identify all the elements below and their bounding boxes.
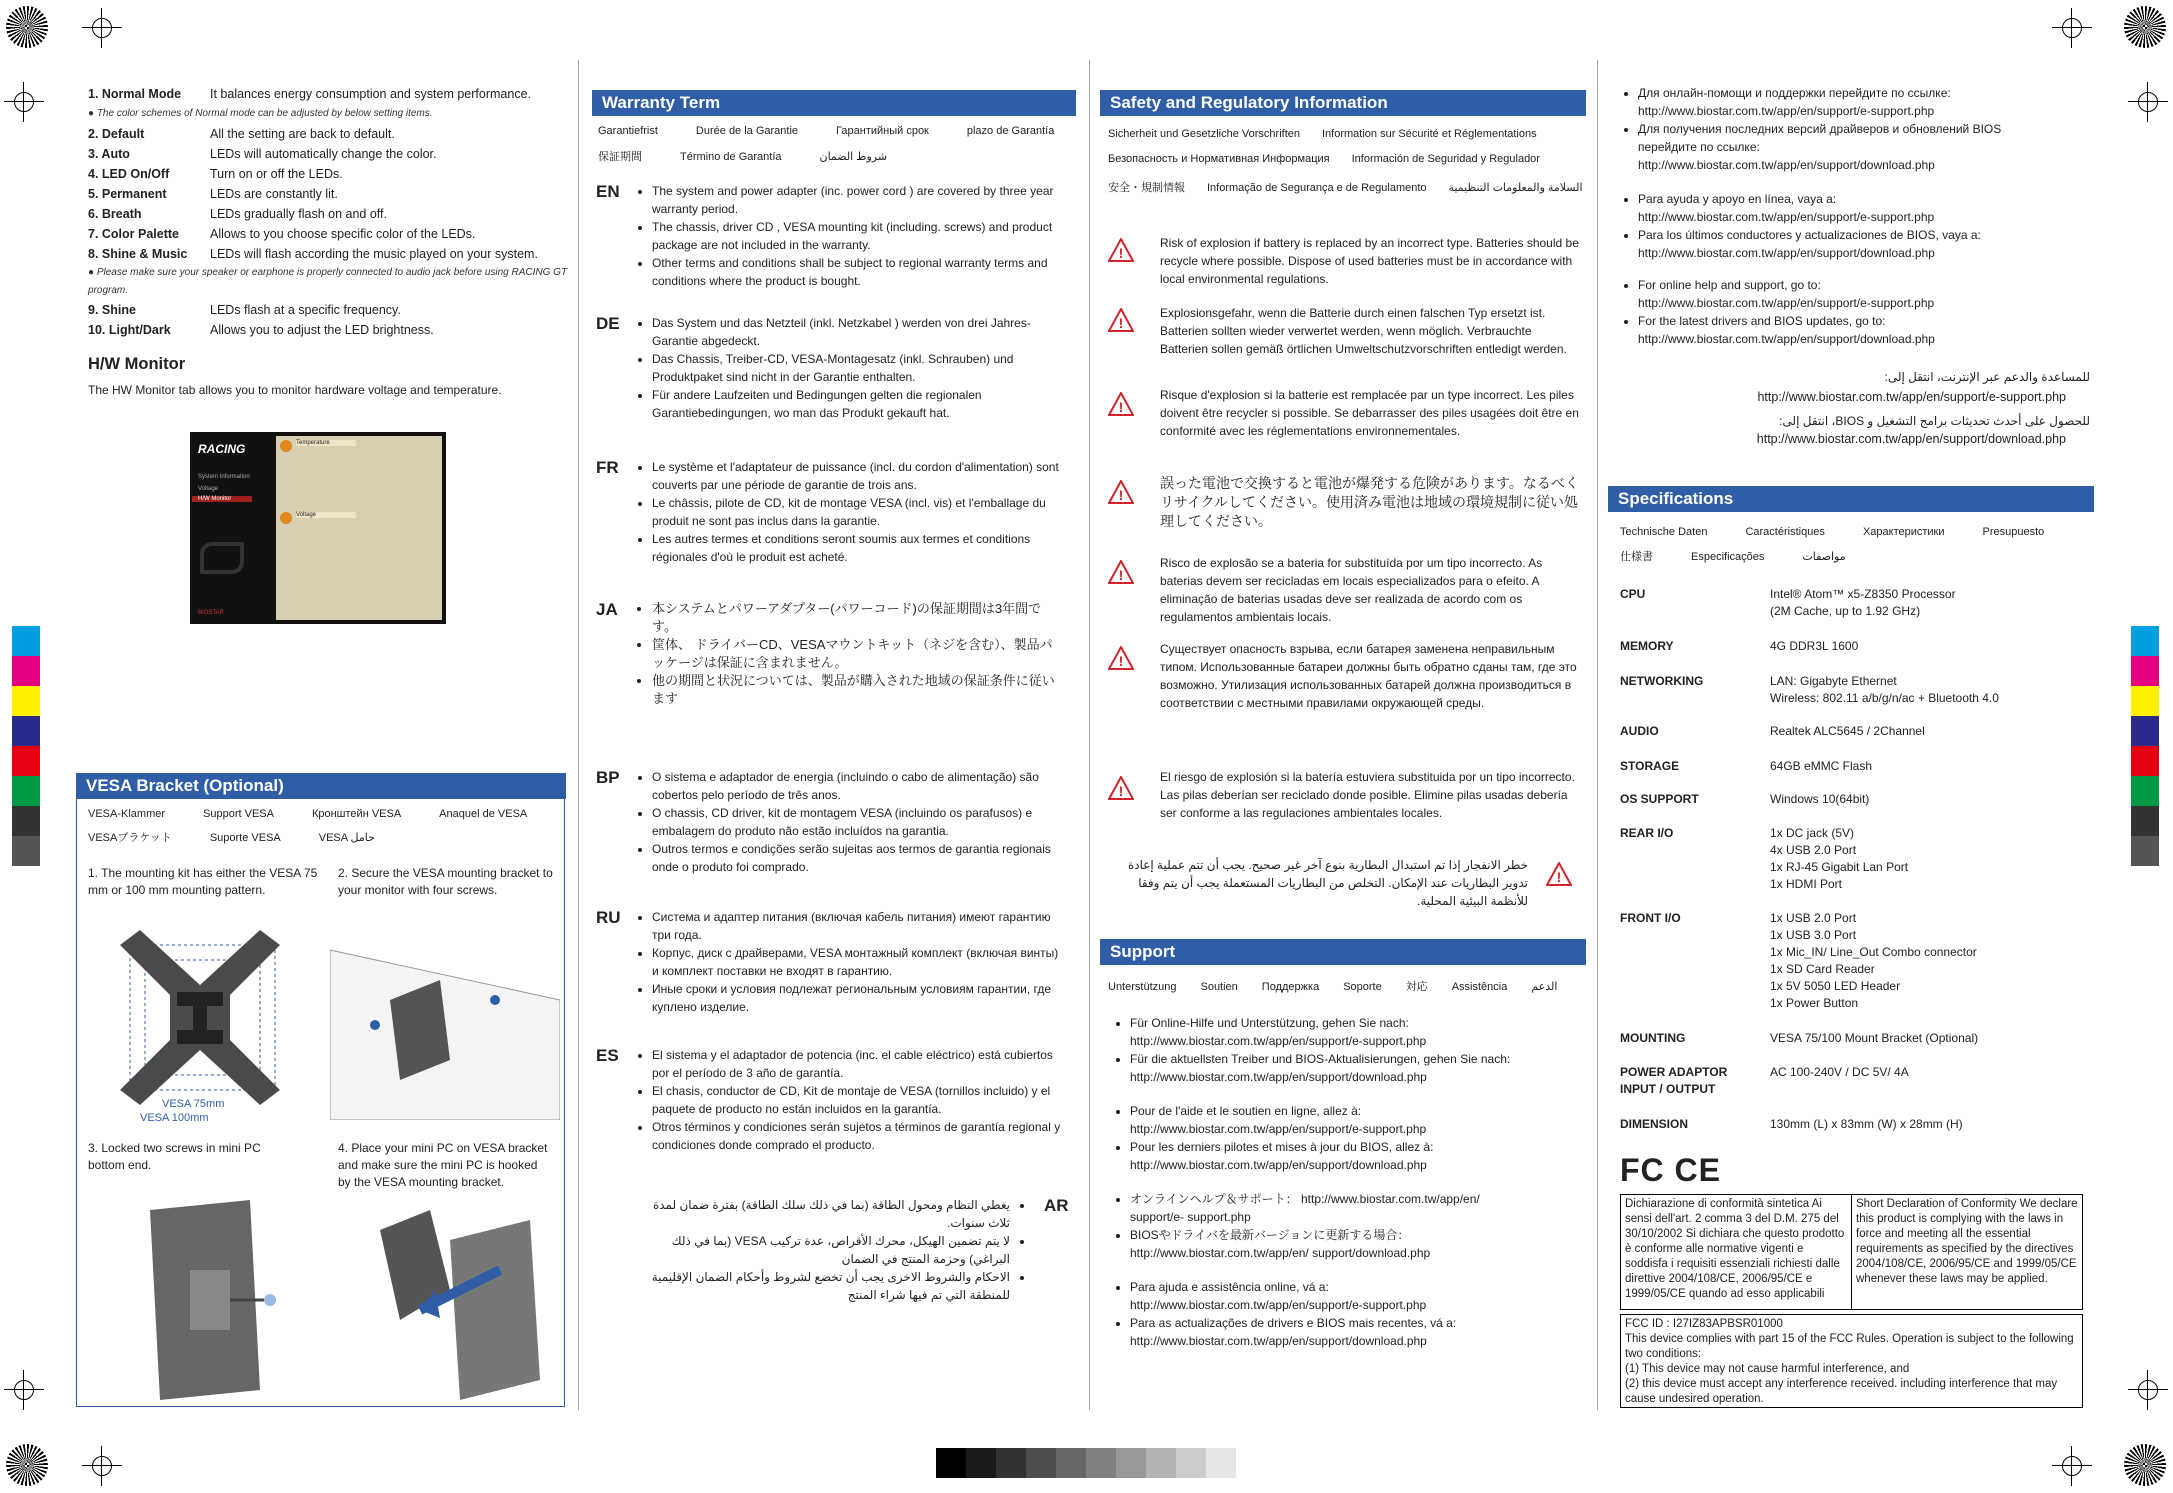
gray-patch xyxy=(1146,1448,1176,1478)
color-patch xyxy=(2131,686,2159,716)
mode-row: 4. LED On/Off Turn on or off the LEDs. xyxy=(88,167,343,181)
safety-warning-pt: Risco de explosão se a bateria for substituída por um tipo incorrecto. As baterias devem ser recicladas em locais especializados para o efeito. A eliminação de baterias usadas deve ser realizada de acordo com os regulamentos ambientais locais. xyxy=(1160,556,1543,624)
warning-icon xyxy=(1108,308,1134,332)
mode-row: 9. Shine LEDs flash at a specific frequency. xyxy=(88,303,401,317)
wrench-icon xyxy=(200,542,244,574)
vesa-75-label: VESA 75mm xyxy=(162,1098,225,1110)
color-patch xyxy=(2131,626,2159,656)
conformity-en: Short Declaration of Conformity We declare this product is complying with the laws in force and meeting all the essential requirements as specified by the directives 2004/108/CE, 2006/95/CE and 1999/05/CE whenever these laws may be applied. xyxy=(1851,1194,2083,1310)
warranty-ar: • يغطي النظام ومحول الطاقة (بما في ذلك سلك الطاقة) بفترة ضمان لمدة ثلاث سنوات. • لا يتم تضمين الهيكل، محرك الأقراص، عدة تركيب VESA (بما في ذلك البراغي) وحزمة المنتج في الضمان • الاحكام والشروط الاخرى يجب أن تخضع لشروط وأحكام الضمان الإقليمية للمنطقة التي تم فيها شراء المنتج xyxy=(630,1196,1030,1304)
support-de: • Für Online-Hilfe und Unterstützung, gehen Sie nach: http://www.biostar.com.tw/app/en/support/e-support.php • Für die aktuellsten Treiber und BIOS-Aktualisierungen, gehen Sie nach: http://www.biostar.com.tw/app/en/support/download.php xyxy=(1110,1014,1580,1086)
gray-patch xyxy=(1056,1448,1086,1478)
lang-code-en: EN xyxy=(596,182,620,201)
color-patch xyxy=(12,776,40,806)
safety-warning-ar: خطر الانفجار إذا تم استبدال البطارية بنوع آخر غير صحيح. يجب أن تتم عملية إعادة تدوير البطاريات عند الإمكان. التخلص من البطاريات المستعملة يجب أن يتم وفقا للأنظمة البيئية المحلية. xyxy=(1127,858,1528,908)
registration-sunburst-bl xyxy=(6,1444,48,1486)
support-en: • For online help and support, go to: http://www.biostar.com.tw/app/en/support/e-support.php • For the latest drivers and BIOS updates, go to: http://www.biostar.com.tw/app/en/support/download.php xyxy=(1618,276,2038,348)
svg-text:!: ! xyxy=(1118,567,1124,583)
vesa-header: VESA Bracket (Optional) xyxy=(76,773,566,799)
app-panel xyxy=(276,436,442,620)
vesa-step-3: 3. Locked two screws in mini PC bottom end. xyxy=(88,1141,261,1172)
app-logo: RACING xyxy=(198,442,246,456)
mode-note: ● The color schemes of Normal mode can be adjusted by below setting items. xyxy=(88,108,433,119)
app-brand: BIOSTAR xyxy=(198,610,224,616)
crosshair-icon xyxy=(82,1446,122,1486)
column-divider xyxy=(1597,60,1598,1410)
safety-warning-fr: Risque d'explosion si la batterie est remplacée par un type incorrect. Les piles doivent être recycler si possible. Se debarrasser des piles usagées doit être en conformité avec les réglementations environnementales. xyxy=(1160,388,1579,438)
warranty-de: • Das System und das Netzteil (inkl. Netzkabel ) werden von drei Jahres-Garantie abgedeckt. • Das Chassis, Treiber-CD, VESA-Montagesatz (inkl. Schrauben) und Produktpaket sind nicht in der Garantie enthalten. • Für andere Laufzeiten und Bedingungen gelten die regionalen Garantiebedingungen, wo man das Produkt gekauft hat. xyxy=(632,314,1062,422)
safety-warning-es: El riesgo de explosión si la batería estuviera substituida por un tipo incorrecto. Las pilas deberían ser reciclado donde posible. Elimine pilas usadas debería ser conforme a las regulaciones ambientales locales. xyxy=(1160,770,1575,820)
mini-pc-hook-illustration xyxy=(360,1210,550,1400)
hw-monitor-screenshot xyxy=(190,432,446,624)
safety-langs-2: Безопасность и Нормативная Информация Información de Seguridad y Regulador xyxy=(1108,153,1540,165)
temperature-label: Temperature xyxy=(296,440,356,446)
support-ja: • オンラインヘルプ＆サポート： http://www.biostar.com.tw/app/en/ support/e- support.php • BIOSやドライバを最新バージョンに更新する場合： http://www.biostar.com.tw/app/en/ support/download.php xyxy=(1110,1190,1580,1262)
crosshair-icon xyxy=(2052,1446,2092,1486)
warranty-langs-2: 保証期間 Término de Garantía شروط الضمان xyxy=(598,151,888,163)
column-divider xyxy=(578,60,579,1410)
warranty-ru: • Система и адаптер питания (включая кабель питания) имеют гарантию три года. • Корпус, диск с драйверами, VESA монтажный комплект (включая винты) и комплект поставки не входят в гарантию. • Иные сроки и условия подлежат региональным условиям гарантии, где куплено изделие. xyxy=(632,908,1062,1016)
monitor-mount-illustration xyxy=(330,940,560,1120)
support-header: Support xyxy=(1100,939,1586,965)
lang-code-ru: RU xyxy=(596,908,621,927)
app-menu-item: System Information xyxy=(198,474,250,480)
warning-icon xyxy=(1108,646,1134,670)
warning-icon xyxy=(1546,862,1572,886)
mode-row: 3. Auto LEDs will automatically change the color. xyxy=(88,147,437,161)
svg-text:!: ! xyxy=(1556,869,1562,885)
color-patch xyxy=(12,746,40,776)
support-ar-2: للحصول على أحدث تحديثات برامج التشغيل و BIOS، انتقل إلى: xyxy=(1779,414,2090,428)
gray-patch xyxy=(1176,1448,1206,1478)
crosshair-icon xyxy=(2128,82,2168,122)
warranty-fr: • Le système et l'adaptateur de puissance (incl. du cordon d'alimentation) sont couverts par une période de garantie de trois ans. • Le châssis, pilote de CD, kit de montage VESA (incl. vis) et l'emballage du produit ne sont pas inclus dans la garantie. • Les autres termes et conditions seront soumis aux termes et conditions régionales d'où le produit est acheté. xyxy=(632,458,1062,566)
warning-icon xyxy=(1108,238,1134,262)
safety-warning-de: Explosionsgefahr, wenn die Batterie durch einen falschen Typ ersetzt ist. Batterien sollten wieder verwertet werden, wenn möglich. Verbrauchte Batterien sollen gemäß örtlichen Umweltschutzvorschriften entledigt werden. xyxy=(1160,306,1567,356)
safety-langs-3: 安全・規制情報 Informação de Segurança e de Regulamento السلامة والمعلومات التنظيمية xyxy=(1108,182,1583,194)
registration-sunburst-br xyxy=(2124,1444,2166,1486)
specs-langs-1: Technische Daten Caractéristiques Характеристики Presupuesto xyxy=(1620,526,2045,538)
vesa-langs-1: VESA-Klammer Support VESA Кронштейн VESA Anaquel de VESA xyxy=(88,808,528,820)
gray-patch xyxy=(1206,1448,1236,1478)
registration-sunburst-tr xyxy=(2124,6,2166,48)
fcc-statement: FCC ID : I27IZ83APBSR01000 This device complies with part 15 of the FCC Rules. Operation is subject to the following two conditions: (1) This device may not cause harmful interference, and (2) this device must accept any interference received. including interference that may cause undesired operation. xyxy=(1620,1314,2083,1408)
lang-code-bp: BP xyxy=(596,768,620,787)
lang-code-fr: FR xyxy=(596,458,619,477)
column-divider xyxy=(1089,60,1090,1410)
voltage-label: Voltage xyxy=(296,512,356,518)
warranty-bp: • O sistema e adaptador de energia (incluindo o cabo de alimentação) são cobertos pelo período de três anos. • O chassis, CD driver, kit de montagem VESA (incluindo os parafusos) e embalagem do produto não estão incluídos na garantia. • Outros termos e condições serão sujeitas aos termos de garantia regionais onde o produto foi comprado. xyxy=(632,768,1062,876)
mode-list xyxy=(88,84,568,400)
conformity-it: Dichiarazione di conformità sintetica Ai sensi dell'art. 2 comma 3 del D.M. 275 del 30/10/2002 Si dichiara che questo prodotto è conforme alle normative vigenti e soddisfa i requisiti essenziali richiesti dalle direttive 2004/108/CE, 2006/95/CE e 1999/05/CE quando ad esso applicabili xyxy=(1620,1194,1852,1310)
support-ar-1-url: http://www.biostar.com.tw/app/en/support/e-support.php xyxy=(1757,390,2066,404)
voltage-icon xyxy=(280,512,292,524)
color-patch xyxy=(2131,746,2159,776)
crosshair-icon xyxy=(4,82,44,122)
warning-icon xyxy=(1108,392,1134,416)
color-patch xyxy=(12,626,40,656)
mode-row: 7. Color Palette Allows to you choose specific color of the LEDs. xyxy=(88,227,476,241)
warranty-header: Warranty Term xyxy=(592,90,1076,116)
color-patch xyxy=(2131,776,2159,806)
app-menu-item: Voltage xyxy=(198,486,219,492)
color-patch xyxy=(12,806,40,836)
hw-monitor-desc: The HW Monitor tab allows you to monitor hardware voltage and temperature. xyxy=(88,383,502,397)
mode-row: 5. Permanent LEDs are constantly lit. xyxy=(88,187,338,201)
warning-icon xyxy=(1108,560,1134,584)
mode-note: ● Please make sure your speaker or earphone is properly connected to audio jack before using RACING GT program. xyxy=(88,267,568,296)
lang-code-ja: JA xyxy=(596,600,618,619)
vesa-100-label: VESA 100mm xyxy=(140,1112,209,1124)
warning-icon xyxy=(1108,776,1134,800)
safety-warning-ru: Существует опасность взрыва, если батарея заменена неправильным типом. Использованные батареи должны быть обратно сданы там, где это возможно. Утилизация использованных батарей должна производиться в соответствии с местными правилами окружающей среды. xyxy=(1160,642,1577,710)
gray-patch xyxy=(966,1448,996,1478)
color-patch xyxy=(12,716,40,746)
vesa-langs-2: VESAブラケット Suporte VESA VESA حامل xyxy=(88,832,375,844)
color-patch xyxy=(12,656,40,686)
gray-patch xyxy=(1026,1448,1056,1478)
color-patch xyxy=(12,686,40,716)
fc-ce-logo: FC CE xyxy=(1620,1152,1721,1188)
mode-row: 8. Shine & Music LEDs will flash according the music played on your system. xyxy=(88,247,538,261)
color-patch xyxy=(12,836,40,866)
warning-icon xyxy=(1108,480,1134,504)
support-langs: Unterstützung Soutien Поддержка Soporte 対応 Assistência الدعم xyxy=(1108,981,1558,993)
svg-text:!: ! xyxy=(1118,245,1124,261)
support-ru: • Для онлайн-помощи и поддержки перейдите по ссылке: http://www.biostar.com.tw/app/en/support/e-support.php • Для получения последних версий драйверов и обновлений BIOS перейдите по ссылке: http://www.biostar.com.tw/app/en/support/download.php xyxy=(1618,84,2038,174)
mode-row: 1. Normal Mode It balances energy consumption and system performance. xyxy=(88,87,532,101)
mode-row: 6. Breath LEDs gradually flash on and off. xyxy=(88,207,387,221)
warranty-en: • The system and power adapter (inc. power cord ) are covered by three year warranty period. • The chassis, driver CD , VESA mounting kit (including. screws) and product package are not included in the warranty. • Other terms and conditions shall be subject to regional warranty terms and conditions where the product is bought. xyxy=(632,182,1062,290)
lang-code-de: DE xyxy=(596,314,620,333)
warranty-ja: • 本システムとパワーアダプター(パワーコード)の保証期間は3年間です。 • 筐体、 ドライバーCD、VESAマウントキット（ネジを含む）、製品パッケージは保証に含まれません。 • 他の期間と状況については、製品が購入された地域の保証条件に従います xyxy=(632,600,1062,708)
vesa-step-2: 2. Secure the VESA mounting bracket to your monitor with four screws. xyxy=(338,866,553,897)
mode-row: 10. Light/Dark Allows you to adjust the LED brightness. xyxy=(88,323,434,337)
crosshair-icon xyxy=(4,1370,44,1410)
safety-header: Safety and Regulatory Information xyxy=(1100,90,1586,116)
svg-text:!: ! xyxy=(1118,487,1124,503)
crosshair-icon xyxy=(2128,1370,2168,1410)
crosshair-icon xyxy=(2052,8,2092,48)
crosshair-icon xyxy=(82,8,122,48)
color-patch xyxy=(2131,836,2159,866)
svg-text:!: ! xyxy=(1118,653,1124,669)
warranty-es: • El sistema y el adaptador de potencia (inc. el cable eléctrico) está cubiertos por el período de 3 año de garantía. • El chasis, conductor de CD, Kit de montaje de VESA (tornillos incluido) y el paquete de producto no están incluidos en la garantía. • Otros términos y condiciones serán sujetos a términos de garantía regional y condiciones donde comprado el producto. xyxy=(632,1046,1062,1154)
vesa-step-4: 4. Place your mini PC on VESA bracket and make sure the mini PC is hooked by the VESA mounting bracket. xyxy=(338,1141,548,1189)
gray-patch xyxy=(1086,1448,1116,1478)
temperature-icon xyxy=(280,440,292,452)
svg-text:!: ! xyxy=(1118,315,1124,331)
color-patch xyxy=(2131,716,2159,746)
lang-code-ar: AR xyxy=(1044,1196,1069,1215)
support-ar-1: للمساعدة والدعم عبر الإنترنت، انتقل إلى: xyxy=(1884,370,2090,384)
hw-monitor-title: H/W Monitor xyxy=(88,355,186,373)
safety-warning-ja: 誤った電池で交換すると電池が爆発する危険があります。なるべくリサイクルしてください。使用済み電池は地域の環境規制に従い処理してください。 xyxy=(1160,475,1579,529)
color-patch xyxy=(2131,806,2159,836)
warranty-langs-1: Garantiefrist Durée de la Garantie Гарантийный срок plazo de Garantía xyxy=(598,125,1055,137)
gray-patch xyxy=(996,1448,1026,1478)
lang-code-es: ES xyxy=(596,1046,619,1065)
support-ar-2-url: http://www.biostar.com.tw/app/en/support/download.php xyxy=(1756,432,2066,446)
gray-patch xyxy=(1116,1448,1146,1478)
registration-sunburst-tl xyxy=(6,6,48,48)
svg-text:!: ! xyxy=(1118,783,1124,799)
gray-patch xyxy=(936,1448,966,1478)
specs-header: Specifications xyxy=(1608,486,2094,512)
app-menu-item: H/W Monitor xyxy=(192,496,252,502)
support-fr: • Pour de l'aide et le soutien en ligne, allez à: http://www.biostar.com.tw/app/en/support/e-support.php • Pour les derniers pilotes et mises à jour du BIOS, allez à: http://www.biostar.com.tw/app/en/support/download.php xyxy=(1110,1102,1580,1174)
safety-warning-en: Risk of explosion if battery is replaced by an incorrect type. Batteries should be recycle where possible. Dispose of used batteries must be in accordance with local environmental regulations. xyxy=(1160,236,1579,286)
safety-langs-1: Sicherheit und Gesetzliche Vorschriften Information sur Sécurité et Réglementations xyxy=(1108,128,1537,140)
mini-pc-screws-illustration xyxy=(140,1200,300,1400)
specs-langs-2: 仕様書 Especificações مواصفات xyxy=(1620,551,1846,563)
svg-text:!: ! xyxy=(1118,399,1124,415)
vesa-step-1: 1. The mounting kit has either the VESA 75 mm or 100 mm mounting pattern. xyxy=(88,866,318,897)
support-pt: • Para ajuda e assistência online, vá a: http://www.biostar.com.tw/app/en/support/e-support.php • Para as actualizações de drivers e BIOS mais recentes, vá a: http://www.biostar.com.tw/app/en/support/download.php xyxy=(1110,1278,1580,1350)
mode-row: 2. Default All the setting are back to default. xyxy=(88,127,395,141)
support-es: • Para ayuda y apoyo en línea, vaya a: http://www.biostar.com.tw/app/en/support/e-support.php • Para los últimos conductores y actualizaciones de BIOS, vaya a: http://www.biostar.com.tw/app/en/support/download.php xyxy=(1618,190,2038,262)
color-patch xyxy=(2131,656,2159,686)
